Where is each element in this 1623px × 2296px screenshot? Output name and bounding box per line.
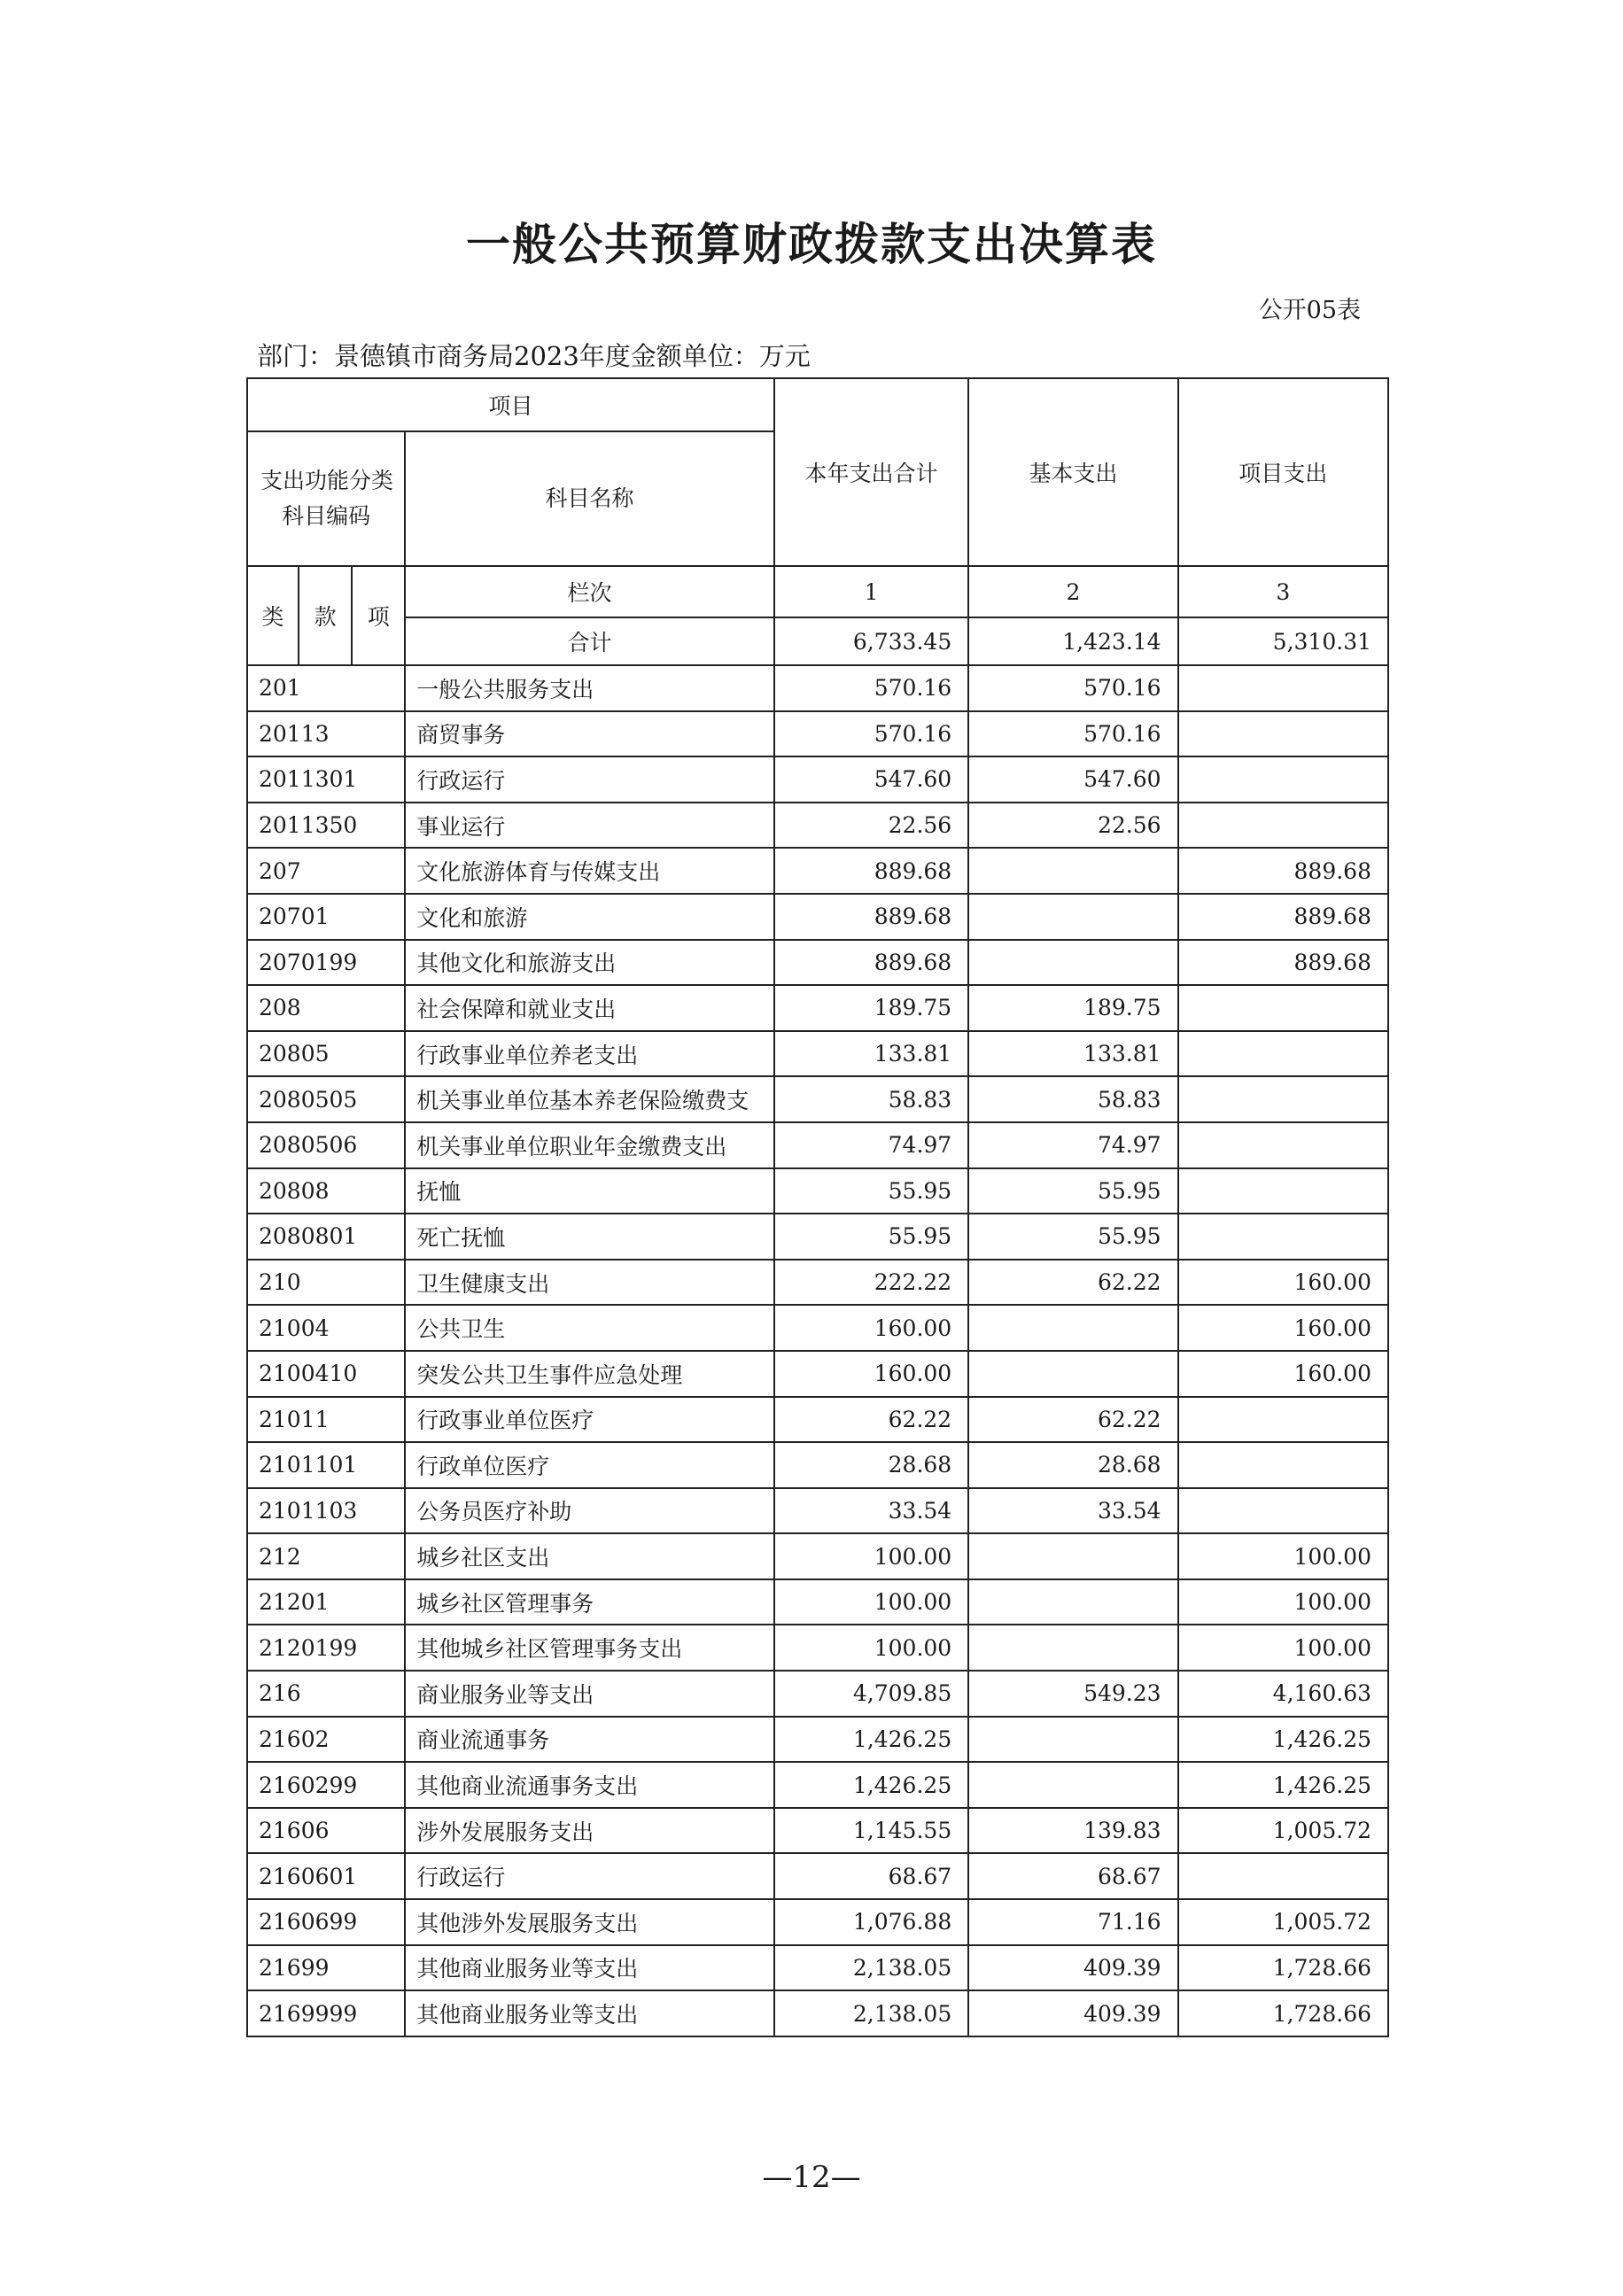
row-total: 1,145.55 (774, 1808, 968, 1854)
row-basic: 189.75 (968, 985, 1177, 1031)
table-row (247, 1260, 1388, 1306)
row-total: 889.68 (774, 894, 968, 940)
page-title: 一般公共预算财政拨款支出决算表 (466, 219, 1157, 270)
table-row (247, 1717, 1388, 1763)
row-project (1178, 711, 1388, 757)
row-name: 抚恤 (405, 1168, 774, 1214)
row-code: 2120199 (247, 1625, 405, 1671)
header-code-group-line1: 支出功能分类 (260, 468, 394, 493)
row-project (1178, 1168, 1388, 1214)
table-row (247, 1031, 1388, 1077)
row-total: 4,709.85 (774, 1671, 968, 1717)
row-basic: 547.60 (968, 756, 1177, 803)
row-basic: 55.95 (968, 1168, 1177, 1214)
row-basic (968, 940, 1177, 986)
row-name: 行政运行 (405, 1853, 774, 1899)
row-name: 卫生健康支出 (405, 1260, 774, 1306)
table-row (247, 1579, 1388, 1625)
row-basic: 570.16 (968, 711, 1177, 757)
table-body (247, 665, 1388, 2036)
row-basic: 62.22 (968, 1397, 1177, 1443)
header-lei: 类 (247, 566, 299, 665)
row-code: 2160699 (247, 1899, 405, 1945)
row-project (1178, 1076, 1388, 1122)
row-total: 160.00 (774, 1305, 968, 1351)
header-total: 本年支出合计 (774, 378, 968, 566)
row-project (1178, 756, 1388, 803)
table-row (247, 894, 1388, 940)
row-project: 1,426.25 (1178, 1717, 1388, 1763)
table-row (247, 1533, 1388, 1579)
row-code: 2160299 (247, 1762, 405, 1808)
row-basic: 58.83 (968, 1076, 1177, 1122)
row-basic (968, 1533, 1177, 1579)
row-name: 商业流通事务 (405, 1717, 774, 1763)
row-code: 2080505 (247, 1076, 405, 1122)
row-total: 100.00 (774, 1533, 968, 1579)
table-row (247, 940, 1388, 986)
row-code: 201 (247, 665, 405, 711)
row-code: 2100410 (247, 1351, 405, 1397)
table-row (247, 803, 1388, 849)
row-project (1178, 1031, 1388, 1077)
row-name: 其他商业流通事务支出 (405, 1762, 774, 1808)
row-total: 570.16 (774, 711, 968, 757)
row-code: 216 (247, 1671, 405, 1717)
row-total: 133.81 (774, 1031, 968, 1077)
row-project: 160.00 (1178, 1351, 1388, 1397)
row-project: 1,728.66 (1178, 1945, 1388, 1991)
table-row (247, 1671, 1388, 1717)
row-name: 死亡抚恤 (405, 1214, 774, 1260)
row-name: 其他文化和旅游支出 (405, 940, 774, 986)
row-basic: 71.16 (968, 1899, 1177, 1945)
row-basic: 55.95 (968, 1214, 1177, 1260)
row-code: 20113 (247, 711, 405, 757)
row-total: 1,076.88 (774, 1899, 968, 1945)
row-basic (968, 1351, 1177, 1397)
header-col1: 1 (774, 566, 968, 617)
row-name: 商业服务业等支出 (405, 1671, 774, 1717)
row-code: 21699 (247, 1945, 405, 1991)
row-total: 100.00 (774, 1625, 968, 1671)
row-basic: 570.16 (968, 665, 1177, 711)
row-project: 889.68 (1178, 894, 1388, 940)
header-item: 项目 (247, 378, 774, 431)
row-name: 其他涉外发展服务支出 (405, 1899, 774, 1945)
row-name: 城乡社区支出 (405, 1533, 774, 1579)
row-name: 文化和旅游 (405, 894, 774, 940)
row-name: 行政单位医疗 (405, 1442, 774, 1488)
row-total: 22.56 (774, 803, 968, 849)
row-code: 212 (247, 1533, 405, 1579)
row-basic: 33.54 (968, 1488, 1177, 1534)
row-project (1178, 803, 1388, 849)
header-code-group (247, 431, 405, 566)
header-basic: 基本支出 (968, 378, 1177, 566)
row-total: 2,138.05 (774, 1990, 968, 2036)
header-project: 项目支出 (1178, 378, 1388, 566)
row-name: 文化旅游体育与传媒支出 (405, 848, 774, 894)
row-code: 20805 (247, 1031, 405, 1077)
table-row (247, 756, 1388, 803)
row-name: 一般公共服务支出 (405, 665, 774, 711)
row-project: 1,728.66 (1178, 1990, 1388, 2036)
header-subject-name: 科目名称 (405, 431, 774, 566)
table-row (247, 1122, 1388, 1168)
row-name: 机关事业单位职业年金缴费支出 (405, 1122, 774, 1168)
row-total: 189.75 (774, 985, 968, 1031)
summary-basic: 1,423.14 (968, 617, 1177, 665)
table-row (247, 1076, 1388, 1122)
row-total: 889.68 (774, 940, 968, 986)
row-total: 33.54 (774, 1488, 968, 1534)
row-total: 222.22 (774, 1260, 968, 1306)
row-name: 行政事业单位养老支出 (405, 1031, 774, 1077)
row-total: 28.68 (774, 1442, 968, 1488)
row-total: 1,426.25 (774, 1717, 968, 1763)
budget-table (246, 377, 1389, 2037)
header-xiang: 项 (352, 566, 405, 665)
row-project: 100.00 (1178, 1533, 1388, 1579)
row-project: 1,005.72 (1178, 1808, 1388, 1854)
row-basic (968, 848, 1177, 894)
row-basic (968, 1625, 1177, 1671)
summary-row (247, 617, 1388, 665)
row-code: 207 (247, 848, 405, 894)
row-name: 行政运行 (405, 756, 774, 803)
row-project (1178, 1442, 1388, 1488)
row-project: 160.00 (1178, 1305, 1388, 1351)
summary-total: 6,733.45 (774, 617, 968, 665)
row-project (1178, 1488, 1388, 1534)
row-project (1178, 1397, 1388, 1443)
row-code: 2011350 (247, 803, 405, 849)
page-number: —12— (762, 2160, 861, 2195)
row-basic (968, 1579, 1177, 1625)
row-total: 2,138.05 (774, 1945, 968, 1991)
table-row (247, 1625, 1388, 1671)
row-total: 889.68 (774, 848, 968, 894)
row-code: 2070199 (247, 940, 405, 986)
table-row (247, 1214, 1388, 1260)
row-project: 100.00 (1178, 1579, 1388, 1625)
table-row (247, 1442, 1388, 1488)
row-project (1178, 1853, 1388, 1899)
row-project (1178, 985, 1388, 1031)
row-total: 55.95 (774, 1214, 968, 1260)
row-total: 570.16 (774, 665, 968, 711)
row-name: 社会保障和就业支出 (405, 985, 774, 1031)
row-name: 商贸事务 (405, 711, 774, 757)
header-kuan: 款 (299, 566, 352, 665)
table-row (247, 1397, 1388, 1443)
table-row (247, 985, 1388, 1031)
row-code: 21011 (247, 1397, 405, 1443)
row-code: 21602 (247, 1717, 405, 1763)
row-name: 其他城乡社区管理事务支出 (405, 1625, 774, 1671)
row-name: 突发公共卫生事件应急处理 (405, 1351, 774, 1397)
row-basic: 549.23 (968, 1671, 1177, 1717)
row-project (1178, 665, 1388, 711)
department-unit-line: 部门：景德镇市商务局2023年度金额单位：万元 (257, 341, 811, 371)
row-total: 1,426.25 (774, 1762, 968, 1808)
table-row (247, 1945, 1388, 1991)
row-project (1178, 1214, 1388, 1260)
row-basic (968, 1305, 1177, 1351)
row-code: 21606 (247, 1808, 405, 1854)
row-basic: 22.56 (968, 803, 1177, 849)
row-total: 58.83 (774, 1076, 968, 1122)
row-total: 55.95 (774, 1168, 968, 1214)
row-project: 160.00 (1178, 1260, 1388, 1306)
table-row (247, 1168, 1388, 1214)
row-code: 208 (247, 985, 405, 1031)
table-row (247, 1762, 1388, 1808)
row-name: 行政事业单位医疗 (405, 1397, 774, 1443)
row-project (1178, 1122, 1388, 1168)
row-code: 21201 (247, 1579, 405, 1625)
row-code: 2080506 (247, 1122, 405, 1168)
row-project: 889.68 (1178, 848, 1388, 894)
header-col2: 2 (968, 566, 1177, 617)
row-total: 547.60 (774, 756, 968, 803)
row-code: 2011301 (247, 756, 405, 803)
row-total: 62.22 (774, 1397, 968, 1443)
row-project: 1,005.72 (1178, 1899, 1388, 1945)
row-basic (968, 1717, 1177, 1763)
row-basic: 74.97 (968, 1122, 1177, 1168)
row-total: 160.00 (774, 1351, 968, 1397)
row-name: 涉外发展服务支出 (405, 1808, 774, 1854)
row-code: 21004 (247, 1305, 405, 1351)
table-row (247, 1853, 1388, 1899)
header-code-group-line2: 科目编码 (282, 503, 371, 529)
row-name: 机关事业单位基本养老保险缴费支 (405, 1076, 774, 1122)
table-row (247, 1808, 1388, 1854)
row-code: 20808 (247, 1168, 405, 1214)
row-total: 74.97 (774, 1122, 968, 1168)
table-header (247, 378, 1388, 665)
summary-project: 5,310.31 (1178, 617, 1388, 665)
table-row (247, 1351, 1388, 1397)
row-code: 210 (247, 1260, 405, 1306)
row-basic: 409.39 (968, 1990, 1177, 2036)
row-name: 事业运行 (405, 803, 774, 849)
table-row (247, 1899, 1388, 1945)
row-project: 889.68 (1178, 940, 1388, 986)
row-project: 4,160.63 (1178, 1671, 1388, 1717)
row-basic: 28.68 (968, 1442, 1177, 1488)
row-basic: 133.81 (968, 1031, 1177, 1077)
table-row (247, 848, 1388, 894)
row-name: 其他商业服务业等支出 (405, 1945, 774, 1991)
row-basic: 409.39 (968, 1945, 1177, 1991)
row-name: 城乡社区管理事务 (405, 1579, 774, 1625)
row-project: 100.00 (1178, 1625, 1388, 1671)
table-row (247, 1990, 1388, 2036)
row-name: 公务员医疗补助 (405, 1488, 774, 1534)
row-basic (968, 894, 1177, 940)
row-name: 公共卫生 (405, 1305, 774, 1351)
row-code: 2101101 (247, 1442, 405, 1488)
row-code: 2169999 (247, 1990, 405, 2036)
table-row (247, 1488, 1388, 1534)
row-basic: 62.22 (968, 1260, 1177, 1306)
header-column-no-label: 栏次 (405, 566, 774, 617)
form-number: 公开05表 (1258, 297, 1361, 324)
table-row (247, 711, 1388, 757)
row-total: 100.00 (774, 1579, 968, 1625)
row-code: 20701 (247, 894, 405, 940)
table-row (247, 665, 1388, 711)
row-code: 2160601 (247, 1853, 405, 1899)
row-project: 1,426.25 (1178, 1762, 1388, 1808)
row-basic: 68.67 (968, 1853, 1177, 1899)
table-row (247, 1305, 1388, 1351)
row-basic: 139.83 (968, 1808, 1177, 1854)
row-total: 68.67 (774, 1853, 968, 1899)
summary-label: 合计 (405, 617, 774, 665)
row-code: 2101103 (247, 1488, 405, 1534)
header-col3: 3 (1178, 566, 1388, 617)
row-name: 其他商业服务业等支出 (405, 1990, 774, 2036)
row-basic (968, 1762, 1177, 1808)
row-code: 2080801 (247, 1214, 405, 1260)
